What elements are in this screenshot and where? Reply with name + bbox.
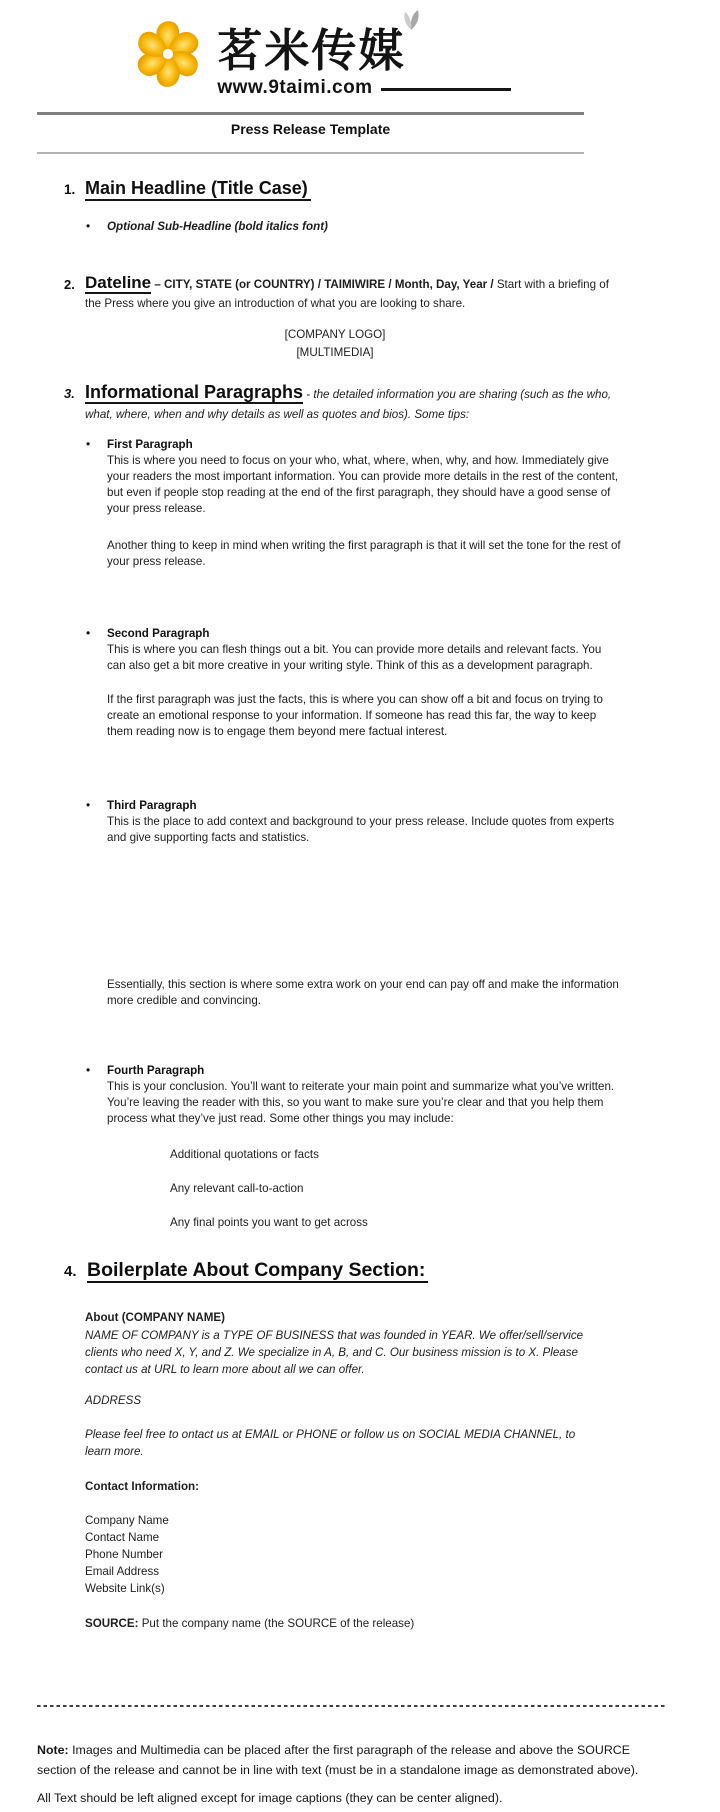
logo-tail-stroke — [381, 88, 511, 91]
company-logo-placeholder: [COMPANY LOGO] — [284, 328, 386, 341]
brand-chinese-name: 茗米传媒 — [217, 24, 406, 77]
bullet-dot-icon: • — [86, 798, 91, 812]
bullet-first-paragraph — [86, 437, 621, 570]
bullet-dot-icon: • — [86, 626, 91, 640]
source-text: Put the company name (the SOURCE of the release) — [138, 1617, 415, 1630]
dateline-text: Start with a briefing of the Press where you give an introduction of what you are looking to share. — [85, 278, 609, 310]
section-2-number: 2. — [64, 277, 75, 292]
brand-website: www.9taimi.com — [217, 77, 373, 98]
section-1-number: 1. — [64, 182, 76, 197]
bullet-dot-icon: • — [86, 1063, 91, 1077]
contact-invite-text: Please feel free to ontact us at EMAIL or PHONE or follow us on SOCIAL MEDIA CHANNEL, to learn more. — [85, 1428, 576, 1458]
contact-line: Website Link(s) — [85, 1582, 165, 1595]
section-3-description: - the detailed information you are sharing (such as the who, what, where, when and why details as well as quotes and bios). Some tips: — [85, 388, 612, 421]
footer-divider-dashed — [37, 1705, 667, 1707]
bullet-title: Fourth Paragraph — [107, 1064, 205, 1077]
bullet-title: Third Paragraph — [107, 799, 197, 812]
footer-note-text: Images and Multimedia can be placed after the first paragraph of the release and above the SOURCE section of the release and cannot be in line with text (must be in a standalone image as demonstrated above). — [37, 1743, 639, 1777]
bullet-paragraph: This is where you need to focus on your who, what, where, when, why, and how. Immediately give your readers the most important information. You can provide more details in the rest of the content, but even if people stop reading at the end of the first paragraph, they should have a good sense of your press release. — [107, 454, 619, 515]
bullet-fourth-paragraph — [86, 1063, 621, 1231]
multimedia-placeholder: [MULTIMEDIA] — [296, 346, 374, 359]
source-label: SOURCE: — [85, 1617, 139, 1630]
section-3-number: 3. — [64, 386, 75, 401]
bullet-dot-icon: • — [86, 219, 91, 233]
source-line — [85, 1615, 600, 1632]
bullet-title: Second Paragraph — [107, 627, 210, 640]
section-3-heading: Informational Paragraphs — [85, 382, 304, 402]
bullet-second-paragraph — [86, 626, 621, 740]
section-3-heading-row — [64, 382, 627, 425]
footer-note-label: Note: — [37, 1743, 69, 1757]
bullet-paragraph: This is where you can flesh things out a bit. You can provide more details and relevant facts. You can also get a bit more creative in your writing style. Think of this as a development paragraph. — [107, 643, 602, 672]
bullet-title: First Paragraph — [107, 438, 193, 451]
section-1-heading-row — [64, 177, 311, 201]
subheadline-bullet-row — [86, 219, 621, 235]
footer-note — [37, 1740, 665, 1780]
contact-lines — [85, 1512, 600, 1597]
section-2-heading: Dateline — [85, 273, 152, 292]
bullet-paragraph: Essentially, this section is where some extra work on your end can pay off and make the information more credible and convincing. — [107, 978, 619, 1007]
section-4-number: 4. — [64, 1263, 77, 1280]
footer-align-note: All Text should be left aligned except for image captions (they can be center aligned). — [37, 1791, 503, 1805]
fourth-paragraph-subitem: Additional quotations or facts — [170, 1148, 319, 1161]
header-rule-thin — [37, 152, 584, 154]
contact-line: Company Name — [85, 1514, 169, 1527]
about-company-body: NAME OF COMPANY is a TYPE OF BUSINESS that was founded in YEAR. We offer/sell/service clients who need X, Y, and Z. We specialize in A, B, and C. Our business mission is to X. Please contact us at URL to learn more about all we can offer. — [85, 1329, 584, 1376]
bullet-paragraph: This is the place to add context and background to your press release. Include quotes from experts and give supporting facts and statistics. — [107, 815, 615, 844]
dateline-bold-text: – CITY, STATE (or COUNTRY) / TAIMIWIRE / Month, Day, Year / — [151, 278, 497, 291]
doc-title: Press Release Template — [230, 121, 391, 137]
contact-line: Phone Number — [85, 1548, 163, 1561]
fourth-paragraph-subitem: Any relevant call-to-action — [170, 1182, 304, 1195]
address-placeholder: ADDRESS — [85, 1394, 142, 1407]
contact-information-heading: Contact Information: — [85, 1480, 199, 1493]
section-4-heading: Boilerplate About Company Section: — [87, 1259, 428, 1283]
contact-line: Email Address — [85, 1565, 160, 1578]
logo-flower-icon — [129, 14, 207, 94]
bullet-paragraph: This is your conclusion. You’ll want to reiterate your main point and summarize what you’ve written. You’re leaving the reader with this, so you want to make sure you’re clear and that you help them process what they’ve just read. Some other things you may include: — [107, 1080, 615, 1125]
header-rule-thick — [37, 112, 584, 115]
subheadline-text: Optional Sub-Headline (bold italics font) — [107, 220, 328, 233]
bullet-dot-icon: • — [86, 437, 91, 451]
section-2-dateline — [64, 273, 627, 313]
fourth-paragraph-subitem: Any final points you want to get across — [170, 1216, 368, 1229]
bullet-paragraph: If the first paragraph was just the facts, this is where you can show off a bit and focus on trying to create an emotional response to your information. If someone has read this far, the way to keep them reading now is to engage them beyond mere factual interest. — [107, 693, 604, 738]
logo-sprout-icon — [399, 10, 423, 35]
section-1-heading: Main Headline (Title Case) — [85, 177, 311, 201]
contact-line: Contact Name — [85, 1531, 160, 1544]
section-4-heading-row — [64, 1259, 428, 1283]
about-company-title: About (COMPANY NAME) — [85, 1311, 225, 1324]
bullet-third-paragraph — [86, 798, 621, 1009]
brand-logo — [0, 14, 640, 99]
bullet-paragraph: Another thing to keep in mind when writing the first paragraph is that it will set the tone for the rest of your press release. — [107, 539, 621, 568]
